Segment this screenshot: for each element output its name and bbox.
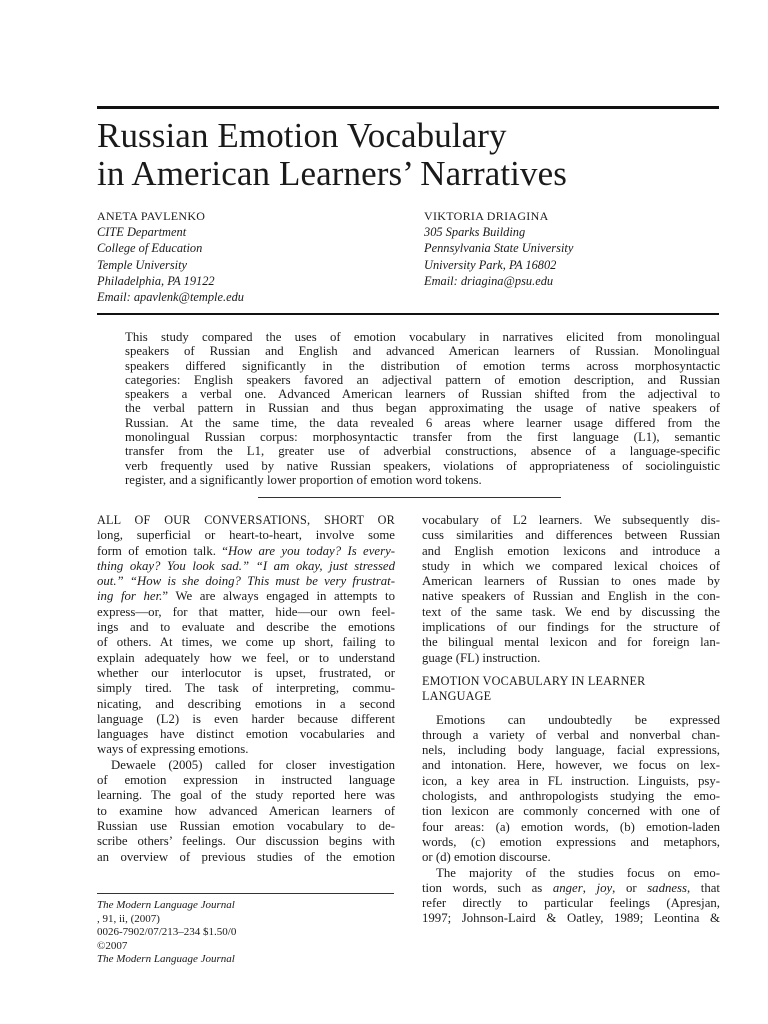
body-line [97, 544, 395, 559]
body-line: Emotions can undoubtedly be expressed [436, 712, 720, 727]
body-line: or (d) emotion discourse. [422, 850, 551, 865]
body-line: study in which we compared lexical choices of [422, 558, 720, 573]
author-block-pavlenko [97, 208, 244, 305]
body-line: implications of our findings for the structure of [422, 620, 720, 635]
body-line: languages have distinct emotion vocabularies and [97, 727, 395, 742]
italic-quote: How are you today? Is every- [227, 543, 396, 558]
footer-issn: 0026-7902/07/213–234 $1.50/0 [97, 926, 237, 939]
body-line: tion lexicon are commonly concerned with one of [422, 804, 720, 819]
body-line: simply tired. The task of interpreting, commu- [97, 681, 395, 696]
abstract [125, 330, 720, 487]
body-line [97, 589, 395, 604]
abstract-line: transfer from the L1, greater use of adverbial constructions, absence of a language-specific [125, 444, 720, 459]
abstract-line: register, and a significantly lower proportion of emotion word tokens. [125, 472, 482, 487]
body-text: , [582, 880, 597, 895]
body-line: ings and to evaluate and describe the emotions [97, 620, 395, 635]
copyright-prefix: ©2007 [97, 939, 128, 952]
body-line: learning. The goal of the study reported here was [97, 788, 395, 803]
title-line-2: in American Learners’ Narratives [97, 154, 567, 193]
body-line: an overview of previous studies of the emotion [97, 849, 395, 864]
author-affiliation: Philadelphia, PA 19122 [97, 273, 215, 288]
body-line: express—or, for that matter, hide—our own feel- [97, 604, 395, 619]
body-column-left [97, 513, 395, 865]
body-line: nels, including body language, facial expressions, [422, 743, 720, 758]
section-heading: EMOTION VOCABULARY IN LEARNER [422, 673, 646, 688]
body-line: Dewaele (2005) called for closer investigation [111, 757, 395, 772]
body-line: words, (c) emotion expressions and metaphors, [422, 834, 720, 849]
body-line: vocabulary of L2 learners. We subsequently dis- [422, 513, 720, 527]
body-line: scribe others’ feelings. Our discussion begins with [97, 834, 395, 849]
author-name: ANETA PAVLENKO [97, 209, 206, 223]
footer-citation [97, 899, 236, 926]
body-line: guage (FL) instruction. [422, 650, 541, 665]
italic-term: sadness [647, 880, 688, 895]
abstract-line: Russian. At the same time, the data revealed 6 areas where learner usage differed from the [125, 415, 720, 430]
abstract-line: verb frequently used by native Russian speakers, violations of appropriateness of sociolinguistic [125, 458, 720, 473]
italic-quote: ing for her. [97, 589, 163, 604]
body-line: chologists, and anthropologists studying the emo- [422, 789, 720, 804]
body-line: to examine how advanced American learners of [97, 803, 395, 818]
top-rule [97, 106, 719, 109]
footer-rule [97, 893, 394, 894]
body-line: of others. At times, we come up short, failing to [97, 635, 395, 650]
body-line [422, 881, 720, 896]
abstract-line: speakers of Russian and English and advanced American learners of Russian. Monolingual [125, 344, 720, 359]
body-text: , that [687, 880, 720, 895]
italic-term: anger [552, 880, 583, 895]
body-line: of emotion expression in instructed language [97, 773, 395, 788]
abstract-line: speakers a verbal one. Advanced American learners of Russian shifted from the adjectival to [125, 387, 720, 402]
body-line: nicating, and describing emotions in a second [97, 696, 395, 711]
body-line: cuss similarities and differences between Russian [422, 528, 720, 543]
body-line: and intonation. Here, however, we focus on lex- [422, 758, 720, 773]
italic-quote: out.” “How is she doing? This must be very frustrat- [97, 574, 395, 589]
footer-copyright [97, 940, 236, 967]
body-line: explain adequately how we feel, or to understand [97, 650, 395, 665]
author-email: Email: driagina@psu.edu [424, 273, 554, 288]
body-line: four areas: (a) emotion words, (b) emotion-laden [422, 819, 720, 834]
body-line: icon, a key area in FL instruction. Linguists, psy- [422, 773, 720, 788]
body-line: language (L2) is even harder because different [97, 711, 395, 726]
body-line [97, 574, 395, 589]
author-block-driagina [424, 208, 573, 289]
body-line: native speakers of Russian and English in the con- [422, 589, 720, 604]
author-affiliation: Temple University [97, 257, 188, 272]
body-text: form of emotion talk. “ [97, 543, 228, 558]
abstract-line: monolingual Russian corpus: morphosyntactic transfer from the first language (L1), semantic [125, 430, 720, 445]
body-text: tion words, such as [422, 880, 553, 895]
abstract-bottom-rule [258, 497, 561, 498]
body-line: Russian use Russian emotion vocabulary to de- [97, 818, 395, 833]
spacer [422, 705, 720, 713]
abstract-line: the verbal pattern in Russian and thus began approximating the usage of native speakers of [125, 401, 720, 416]
section-heading: LANGUAGE [422, 689, 492, 704]
body-line: text of the same task. We end by discussing the [422, 604, 720, 619]
author-affiliation: University Park, PA 16802 [424, 257, 557, 272]
journal-footer [97, 899, 236, 967]
body-text: ” We are always engaged in attempts to [162, 589, 395, 604]
body-line: American learners of Russian to ones made by [422, 574, 720, 589]
body-line: long, superficial or heart-to-heart, involve some [97, 528, 395, 543]
body-text: , or [612, 880, 648, 895]
author-affiliation: Pennsylvania State University [424, 241, 574, 256]
abstract-line: categories: English speakers favored an adjectival pattern of emotion description, and Russian [125, 372, 720, 387]
title-line-1: Russian Emotion Vocabulary [97, 116, 507, 155]
body-column-right [422, 513, 720, 927]
abstract-top-rule [97, 313, 719, 315]
journal-name: The Modern Language Journal [97, 953, 235, 966]
body-line: 1997; Johnson-Laird & Oatley, 1989; Leontina & [422, 911, 720, 926]
body-line: the bilingual mental lexicon and for foreign lan- [422, 635, 720, 650]
body-line: ALL OF OUR CONVERSATIONS, SHORT OR [97, 513, 395, 527]
author-name: VIKTORIA DRIAGINA [424, 209, 549, 223]
body-line: through a variety of verbal and nonverbal chan- [422, 727, 720, 742]
abstract-line: speakers differed significantly in the distribution of emotion terms across morphosyntactic [125, 358, 720, 373]
author-affiliation: CITE Department [97, 225, 187, 240]
body-line: and English emotion lexicons and introduce a [422, 543, 720, 558]
article-title [97, 117, 737, 193]
journal-issue: , 91, ii, (2007) [97, 912, 160, 925]
body-line: whether our interlocutor is upset, frustrated, or [97, 665, 395, 680]
abstract-line: This study compared the uses of emotion vocabulary in narratives elicited from monolingual [125, 330, 720, 344]
author-affiliation: 305 Sparks Building [424, 225, 526, 240]
body-line: ways of expressing emotions. [97, 742, 249, 757]
body-line: refer directly to particular feelings (Apresjan, [422, 896, 720, 911]
spacer [422, 666, 720, 674]
italic-quote: thing okay? You look sad.” “I am okay, just stressed [97, 558, 395, 573]
body-line: The majority of the studies focus on emo- [436, 865, 720, 880]
journal-name: The Modern Language Journal [97, 899, 235, 911]
italic-term: joy [596, 880, 613, 895]
author-affiliation: College of Education [97, 241, 203, 256]
author-email: Email: apavlenk@temple.edu [97, 290, 244, 305]
body-line [97, 559, 395, 574]
